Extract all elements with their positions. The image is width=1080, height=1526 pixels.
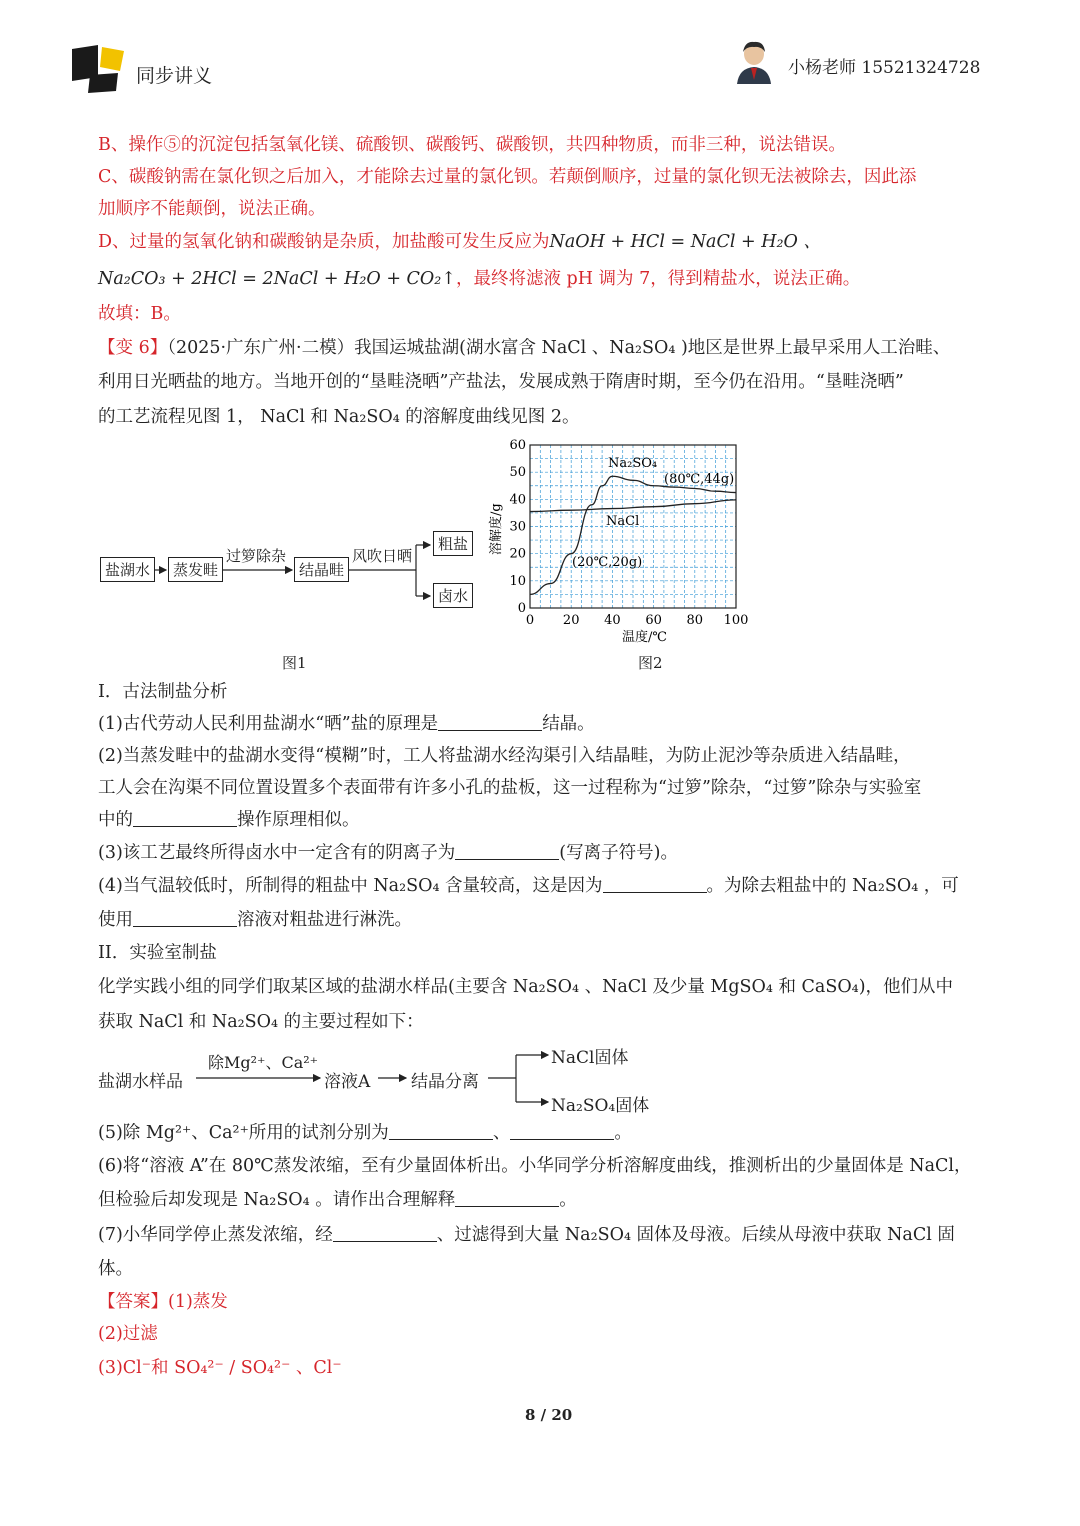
answer-label: 【答案】 [98, 1292, 168, 1312]
question-4-line1 [98, 873, 959, 899]
x-tick-label: 40 [604, 613, 621, 628]
section-2-heading: II．实验室制盐 [98, 943, 217, 963]
flow-node-evaporation-field: 蒸发畦 [168, 557, 223, 582]
q5-sep: 、 [492, 1123, 511, 1143]
header-title: 同步讲义 [136, 65, 213, 87]
lab-flow-separation: 结晶分离 [411, 1072, 479, 1092]
q4-text-end: 溶液对粗盐进行淋洗。 [237, 910, 412, 930]
y-tick-label: 50 [509, 465, 526, 481]
q5-end: 。 [614, 1123, 632, 1143]
page-number: 8 / 20 [525, 1406, 573, 1424]
lab-flow-na2so4-solid: Na₂SO₄固体 [551, 1096, 650, 1116]
q1-text: (1)古代劳动人民利用盐湖水“晒”盐的原理是 [98, 714, 439, 734]
question-2-line2: 工人会在沟渠不同位置设置多个表面带有许多小孔的盐板，这一过程称为“过箩”除杂，“过箩”除杂与实验室 [98, 778, 922, 798]
d-option-text: D、过量的氢氧化钠和碳酸钠是杂质，加盐酸可发生反应为 [98, 232, 550, 252]
flow-node-crude-salt: 粗盐 [433, 531, 473, 556]
intro-line2: 利用日光晒盐的地方。当地开创的“垦畦浇晒”产盐法，发展成熟于隋唐时期，至今仍在沿用。“垦畦浇晒” [98, 372, 904, 392]
x-tick-label: 80 [686, 613, 704, 628]
question-2-line3 [98, 807, 360, 833]
question-5 [98, 1120, 632, 1146]
y-tick-label: 0 [517, 601, 526, 616]
q3-blank[interactable] [455, 841, 559, 860]
figure-1-arrows [98, 525, 488, 620]
q3-text: (3)该工艺最终所得卤水中一定含有的阴离子为 [98, 843, 456, 863]
nacl-label: NaCl [606, 514, 640, 529]
q7-blank[interactable] [333, 1223, 437, 1242]
annotation-20c: (20℃,20g) [572, 555, 643, 570]
q5-blank-1[interactable] [389, 1121, 493, 1140]
answer-1 [98, 1289, 228, 1315]
solubility-chart [484, 435, 784, 665]
flow-node-lake-water: 盐湖水 [100, 557, 155, 582]
q1-blank[interactable] [438, 712, 542, 731]
lab-intro-line2: 获取 NaCl 和 Na₂SO₄ 的主要过程如下： [98, 1012, 424, 1032]
b-option: B、操作⑤的沉淀包括氢氧化镁、硫酸钡、碳酸钙、碳酸钡，共四种物质，而非三种，说法错误。 [98, 135, 846, 155]
q4-blank-2[interactable] [133, 908, 237, 927]
y-tick-label: 40 [509, 492, 526, 508]
na2so4-label: Na₂SO₄ [608, 456, 658, 471]
q6-text: 但检验后却发现是 Na₂SO₄ 。请作出合理解释 [98, 1190, 456, 1210]
teacher-contact: 小杨老师 15521324728 [788, 58, 981, 78]
flow-node-brine: 卤水 [433, 583, 473, 608]
y-tick-label: 20 [509, 546, 526, 562]
y-axis-label: 溶解度/g [489, 503, 504, 555]
lab-flow-start: 盐湖水样品 [98, 1072, 183, 1092]
q7-text: (7)小华同学停止蒸发浓缩，经 [98, 1225, 333, 1245]
logo [68, 45, 128, 95]
question-2-line1: (2)当蒸发畦中的盐湖水变得“模糊”时，工人将盐湖水经沟渠引入结晶畦，为防止泥沙等杂质进入结晶畦， [98, 746, 911, 766]
q2-text-end: 操作原理相似。 [237, 810, 360, 830]
question-4-line2 [98, 907, 412, 933]
question-1 [98, 711, 595, 737]
annotation-80c: (80℃,44g) [664, 472, 735, 487]
d-option-text2: ，最终将滤液 pH 调为 7，得到精盐水，说法正确。 [455, 269, 861, 289]
q2-text: 中的 [98, 810, 133, 830]
question-3 [98, 840, 678, 866]
answer-b: 故填：B。 [98, 304, 181, 324]
x-tick-label: 20 [562, 613, 580, 628]
intro-line3: 的工艺流程见图 1， NaCl 和 Na₂SO₄ 的溶解度曲线见图 2。 [98, 407, 580, 427]
variant-label: 【变 6】 [98, 338, 168, 358]
answer-2: (2)过滤 [98, 1324, 158, 1344]
lab-intro-line1: 化学实践小组的同学们取某区域的盐湖水样品(主要含 Na₂SO₄ 、NaCl 及少量 MgSO₄ 和 CaSO₄)，他们从中 [98, 977, 954, 997]
c-option-line1: C、碳酸钠需在氯化钡之后加入，才能除去过量的氯化钡。若颠倒顺序，过量的氯化钡无法被除去，因此添 [98, 167, 917, 187]
intro-line1 [98, 335, 950, 361]
teacher-avatar [733, 40, 775, 84]
y-tick-label: 10 [509, 573, 526, 589]
q6-end: 。 [559, 1190, 577, 1210]
section-1-heading: I．古法制盐分析 [98, 682, 228, 702]
d-option-line2 [98, 266, 860, 292]
question-6-line1: (6)将“溶液 A”在 80℃蒸发浓缩，至有少量固体析出。小华同学分析溶解度曲线，推测析出的少量固体是 NaCl， [98, 1156, 972, 1176]
q4-text-mid: 。为除去粗盐中的 Na₂SO₄ ，可 [706, 876, 959, 896]
figure-1-caption: 图1 [282, 654, 307, 672]
q3-text-end: (写离子符号)。 [559, 843, 678, 863]
figure-2-caption: 图2 [638, 654, 663, 672]
x-tick-label: 100 [723, 613, 749, 628]
lab-flow-diagram [98, 1040, 698, 1120]
question-6-line2 [98, 1187, 577, 1213]
intro-text: （2025·广东广州·二模）我国运城盐湖(湖水富含 NaCl 、Na₂SO₄ )地区是世界上最早采用人工治畦、 [167, 338, 951, 358]
flow-node-crystallization-field: 结晶畦 [294, 557, 349, 582]
y-tick-label: 30 [509, 519, 526, 535]
answer-1-text: (1)蒸发 [168, 1292, 228, 1312]
question-7-line2: 体。 [98, 1259, 133, 1279]
q1-text-end: 结晶。 [542, 714, 595, 734]
y-tick-label: 60 [509, 438, 526, 453]
flow-label-sun-wind: 风吹日晒 [352, 547, 413, 565]
answer-3: (3)Cl⁻和 SO₄²⁻ / SO₄²⁻ 、Cl⁻ [98, 1358, 342, 1378]
d-option-equation2: Na₂CO₃ + 2HCl = 2NaCl + H₂O + CO₂↑ [98, 269, 456, 289]
q5-blank-2[interactable] [510, 1121, 614, 1140]
q6-blank[interactable] [455, 1188, 559, 1207]
q4-text: (4)当气温较低时，所制得的粗盐中 Na₂SO₄ 含量较高，这是因为 [98, 876, 603, 896]
q2-blank[interactable] [133, 808, 237, 827]
x-axis-label: 温度/℃ [622, 630, 667, 645]
d-option-equation1: NaOH + HCl = NaCl + H₂O 、 [549, 232, 821, 252]
q5-text: (5)除 Mg²⁺、Ca²⁺所用的试剂分别为 [98, 1123, 389, 1143]
x-tick-label: 60 [645, 613, 662, 628]
figure-1 [98, 525, 488, 645]
lab-flow-solution-a: 溶液A [324, 1072, 371, 1092]
q7-text-end: 、过滤得到大量 Na₂SO₄ 固体及母液。后续从母液中获取 NaCl 固 [436, 1225, 955, 1245]
lab-flow-step-label: 除Mg²⁺、Ca²⁺ [208, 1053, 319, 1072]
d-option-line1 [98, 229, 821, 255]
q4-text-2: 使用 [98, 910, 133, 930]
x-tick-label: 0 [525, 613, 535, 628]
lab-flow-nacl-solid: NaCl固体 [551, 1048, 629, 1068]
flow-label-filter: 过箩除杂 [226, 547, 287, 565]
c-option-line2: 加顺序不能颠倒，说法正确。 [98, 199, 326, 219]
question-7-line1 [98, 1222, 955, 1248]
q4-blank-1[interactable] [603, 874, 707, 893]
